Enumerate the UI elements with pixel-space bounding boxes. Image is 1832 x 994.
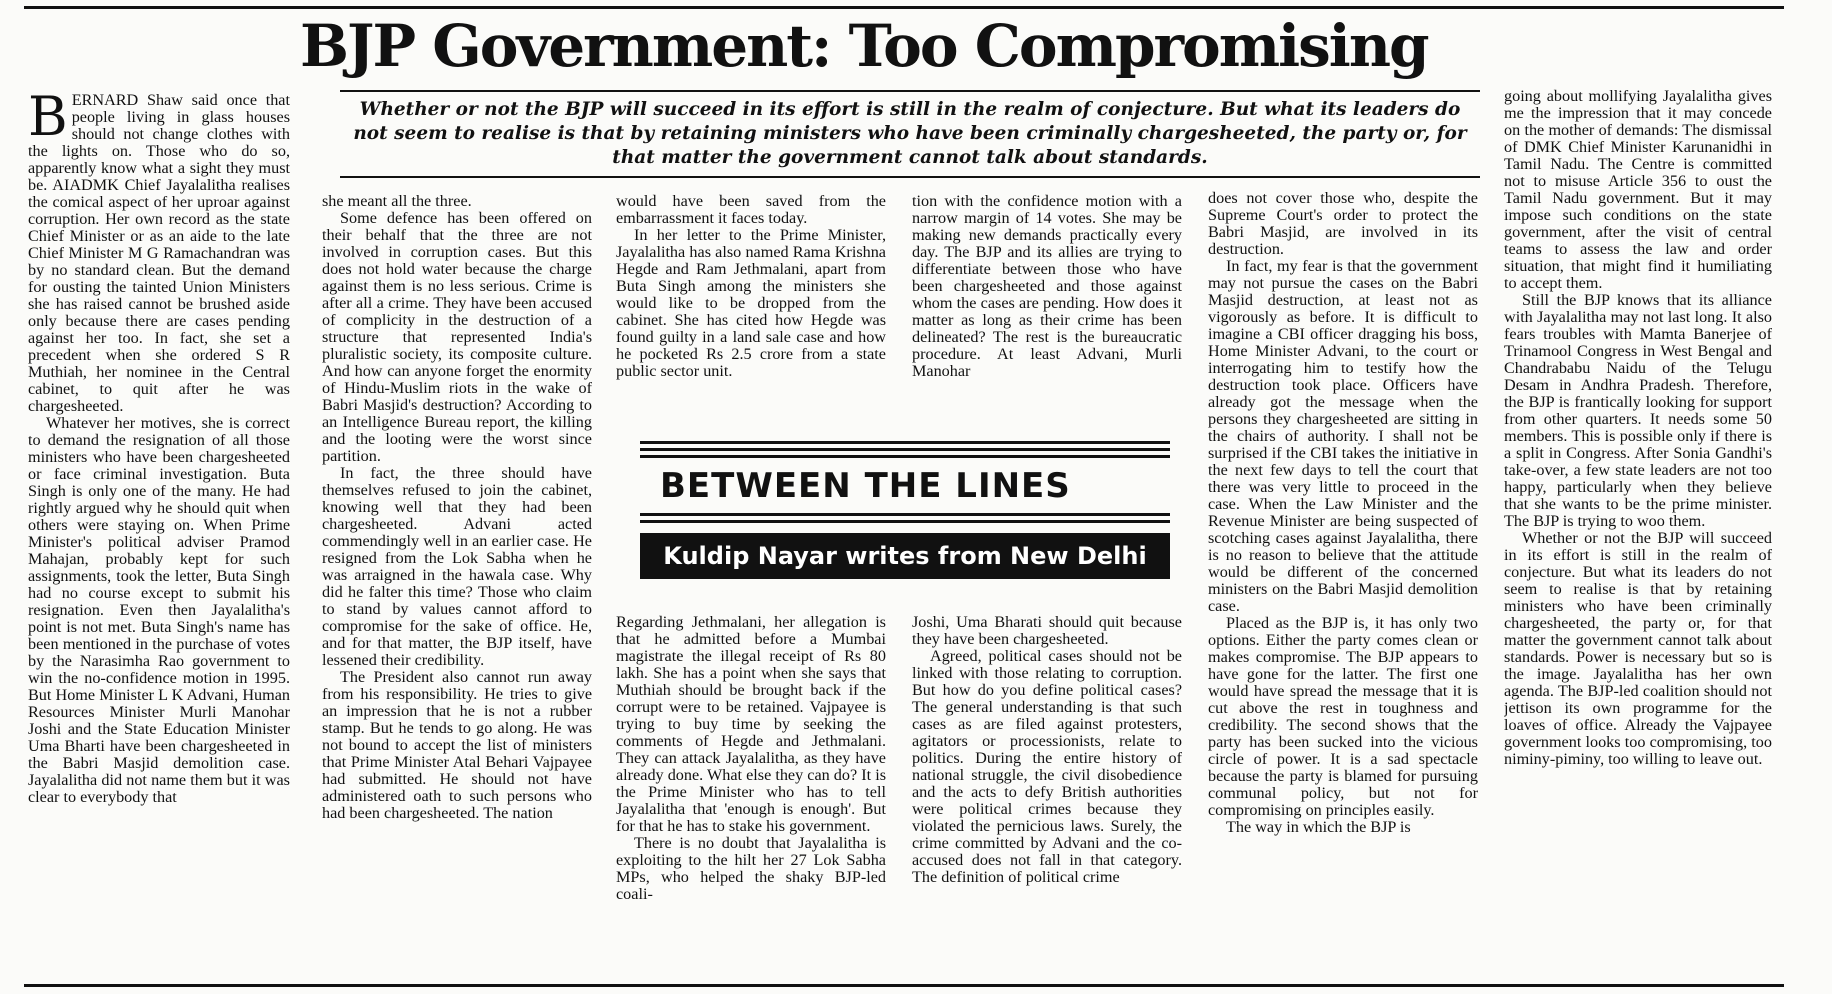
column-4-paragraph: Agreed, political cases should not be linked with those relating to corruption. But how do you define political cases? The general understanding is that such cases as are filed against protesters, agitators or processionists, relate to politics. During the entire history of national struggle, the civil disobedience and the acts to defy British authorities were political crimes because they violated the pernicious laws. Surely, the crime committed by Advani and the co-accused does not fall in that category. The definition of political crime [912,647,1182,886]
article-column-3-bottom [616,614,886,982]
column-2-paragraph: In fact, the three should have themselves refused to join the cabinet, knowing well that they had been chargesheeted. Advani acted commendingly well in an earlier case. He resigned from the Lok Sabha when he was arraigned in the hawala case. Why did he falter this time? Those who claim to stand by values cannot afford to compromise for the sake of office. He, and for that matter, the BJP itself, have lessened their credibility. [322,464,592,669]
column-3-paragraph: Regarding Jethmalani, her allegation is that he admitted before a Mumbai magistrate the illegal receipt of Rs 80 lakh. She has a point when she says that Muthiah should be brought back if the corrupt were to be retained. Vajpayee is trying to buy time by seeking the comments of Hegde and Jethmalani. They can attack Jayalalitha, as they have already done. What else they can do? It is the Prime Minister who has to tell Jayalalitha that 'enough is enough'. But for that he has to stake his government. [616,614,886,835]
paragraph-text: ERNARD Shaw said once that people living in glass houses should not change clothes with the lights on. Those who do so, apparently know what a sight they must be. AIADMK Chief Jayalalitha realises the comical aspect of her uproar against corruption. Her own record as the state Chief Minister or as an aide to the late Chief Minister M G Ramachandran was by no standard clean. But the demand for ousting the tainted Union Ministers she has raised cannot be brushed aside only because there are cases pending against her too. In fact, she set a precedent when she ordered S R Muthiah, her nominee in the Central cabinet, to quit after he was chargesheeted. [28,92,290,415]
column-1-paragraph [28,92,290,415]
box-rule [640,513,1170,516]
column-3-paragraph: In her letter to the Prime Minister, Jayalalitha has also named Rama Krishna Hegde and Ram Jethmalani, apart from Buta Singh among the ministers she would like to be dropped from the cabinet. She has cited how Hegde was found guilty in a land sale case and how he pocketed Rs 2.5 crore from a state public sector unit. [616,226,886,380]
column-3-paragraph: would have been saved from the embarrassment it faces today. [616,193,886,227]
bottom-rule [24,984,1784,987]
intro-blurb: Whether or not the BJP will succeed in its effort is still in the realm of conjecture. But what its leaders do not seem to realise is that by retaining ministers who have been criminally chargesheeted, the party or, for that matter the government cannot talk about standards. [340,90,1480,178]
column-2-paragraph: she meant all the three. [322,193,472,210]
article-column-4-bottom [912,614,1182,982]
box-rule [640,441,1170,444]
column-5-paragraph: The way in which the BJP is [1226,818,1411,836]
column-5-paragraph: Placed as the BJP is, it has only two options. Either the party comes clean or makes compromise. The BJP appears to have gone for the latter. The first one would have spread the message that it is cut above the rest in toughness and credibility. The second shows that the party has been sucked into the vicious circle of power. It is a sad spectacle because the party is blamed for pursuing communal policy, but not for compromising on principles easily. [1208,614,1478,819]
top-rule [24,6,1784,9]
box-rule [640,520,1170,523]
drop-cap: B [28,92,68,148]
column-6-paragraph: Whether or not the BJP will succeed in its effort is still in the realm of conjecture. But what its leaders do not seem to realise is that by retaining ministers who have been criminally chargesheeted, the party or, for that matter the government cannot talk about standards. Power is necessary but so is the image. Jayalalitha has her own agenda. The BJP-led coalition should not jettison its own programme for the loaves of office. Already the Vajpayee government looks too compromising, too niminy-piminy, too willing to leave out. [1504,529,1772,768]
column-5-paragraph: does not cover those who, despite the Supreme Court's order to protect the Babri Masjid, are involved in its destruction. [1208,190,1478,258]
box-rule [640,448,1170,451]
box-rule [640,455,1170,458]
column-4-paragraph: tion with the confidence motion with a narrow margin of 14 votes. She may be making new demands practically every day. The BJP and its allies are trying to differentiate between those who have been chargesheeted and those against whom the cases are pending. How does it matter as long as their crime has been delineated? The rest is the bureaucratic procedure. At least Advani, Murli Manohar [912,193,1182,380]
byline: Kuldip Nayar writes from New Delhi [640,533,1170,579]
article-column-6 [1504,88,1772,982]
column-4-paragraph: Joshi, Uma Bharati should quit because they have been chargesheeted. [912,614,1182,648]
article-column-3-top [616,193,886,419]
article-column-5 [1208,190,1478,982]
headline: BJP Government: Too Compromising [300,12,1428,80]
column-3-paragraph: There is no doubt that Jayalalitha is exploiting to the hilt her 27 Lok Sabha MPs, who helped the shaky BJP-led coali- [616,834,886,903]
column-title-box [640,441,1170,591]
column-6-paragraph: going about mollifying Jayalalitha gives me the impression that it may concede on the mother of demands: The dismissal of DMK Chief Minister Karunanidhi in Tamil Nadu. The Centre is committed not to misuse Article 356 to oust the Tamil Nadu government. But it may impose such conditions on the state government, after the visit of central teams to assess the law and order situation, that might find it humiliating to accept them. [1504,88,1772,292]
column-2-paragraph: The President also cannot run away from his responsibility. He tries to give an impression that he is not a rubber stamp. But he tends to go along. He was not bound to accept the list of ministers that Prime Minister Atal Behari Vajpayee had submitted. He should not have administered oath to such persons who had been chargesheeted. The nation [322,668,592,822]
column-6-paragraph: Still the BJP knows that its alliance with Jayalalitha may not last long. It also fears troubles with Mamta Banerjee of Trinamool Congress in West Bengal and Chandrababu Naidu of the Telugu Desam in Andhra Pradesh. Therefore, the BJP is frantically looking for support from other quarters. It needs some 50 members. This is possible only if there is a split in Congress. After Sonia Gandhi's take-over, a few state leaders are not too happy, particularly when they believe that she wants to be the prime minister. The BJP is trying to woo them. [1504,291,1772,530]
column-2-paragraph: Some defence has been offered on their behalf that the three are not involved in corruption cases. But this does not hold water because the charge against them is no less serious. Crime is after all a crime. They have been accused of complicity in the destruction of a structure that represented India's pluralistic society, its composite culture. And how can anyone forget the enormity of Hindu-Muslim riots in the wake of Babri Masjid's destruction? According to an Intelligence Bureau report, the killing and the looting were the worst since partition. [322,209,592,465]
article-column-1 [28,92,290,982]
article-column-2 [322,193,592,983]
column-5-paragraph: In fact, my fear is that the government may not pursue the cases on the Babri Masjid destruction, at least not as vigorously as before. It is difficult to imagine a CBI officer dragging his boss, Home Minister Advani, to the court or interrogating him to testify how the destruction took place. Officers have already got the message when the persons they chargesheeted are sitting in the chairs of authority. I shall not be surprised if the CBI takes the initiative in the next few days to tell the court that there was very little to proceed in the case. When the Law Minister and the Revenue Minister are being suspected of scotching cases against Jayalalitha, there is no reason to believe that the attitude would be different of the concerned ministers on the Babri Masjid demolition case. [1208,257,1478,615]
column-1-paragraph: Whatever her motives, she is correct to demand the resignation of all those ministers who have been chargesheeted or face criminal investigation. Buta Singh is only one of the many. He had rightly argued why he should quit when others were staying on. When Prime Minister's political adviser Pramod Mahajan, probably kept for such assignments, took the letter, Buta Singh had no course except to submit his resignation. Even then Jayalalitha's point is not met. Buta Singh's name has been mentioned in the purchase of votes by the Narasimha Rao government to win the no-confidence motion in 1995. But Home Minister L K Advani, Human Resources Minister Murli Manohar Joshi and the State Education Minister Uma Bharti have been chargesheeted in the Babri Masjid demolition case. Jayalalitha did not name them but it was clear to everybody that [28,414,290,806]
column-title: BETWEEN THE LINES [660,466,1071,506]
article-column-4-top [912,193,1182,419]
